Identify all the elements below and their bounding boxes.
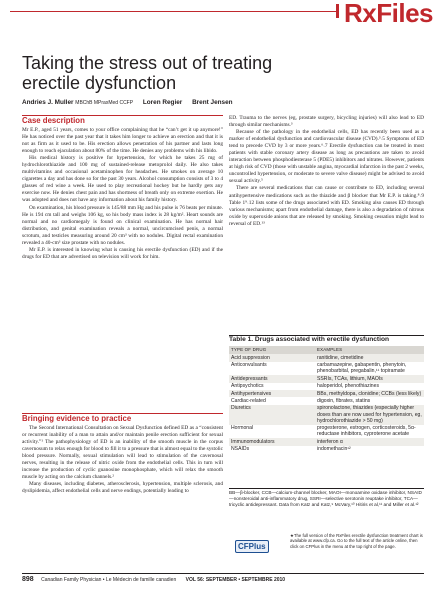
column-header: EXAMPLES xyxy=(315,346,424,354)
table-row xyxy=(229,390,424,397)
drug-type-cell: Antihypertensives xyxy=(229,390,315,397)
drug-examples-cell: digoxin, fibrates, statins xyxy=(317,397,371,404)
drug-examples-cell: BBs, methyldopa, clonidine; CCBs (less likely) xyxy=(315,390,424,397)
volume-info: VOL 56: SEPTEMBER • SEPTEMBRE 2010 xyxy=(185,577,286,583)
author-name: Loren Regier xyxy=(142,99,183,106)
column-header: TYPE OF DRUG xyxy=(229,346,315,354)
drug-examples-cell: interferon α xyxy=(315,438,424,445)
table-row xyxy=(229,354,424,361)
paragraph: There are several medications that can cause or contribute to ED, including several antihypertensive medications such as the thiazide and β blocker that Mr E.P. is taking.⁸˒9 Table 1⁹˒12 lists some of the drugs associated with ED. Smoking also causes ED through various mechanisms; apart from endothelial damage, there is also a degradation of nitrous oxide by superoxide anions that are released by smoking. Smoking cessation might lead to reversal of ED.¹³ xyxy=(229,185,424,227)
footer-rule xyxy=(22,573,424,574)
table-row xyxy=(229,405,424,425)
column-2-text xyxy=(229,115,424,228)
drug-examples-cell: haloperidol, phenothiazines xyxy=(317,383,380,390)
drug-examples-cell: progesterone, estrogen, corticosteroids, 5α-reductase inhibitors, cyproterone acetate xyxy=(317,425,416,438)
author-credentials: MBChB MPraxMed CCFP xyxy=(75,100,134,106)
table-row xyxy=(229,438,424,445)
table-row xyxy=(229,446,424,453)
drug-examples-cell: carbamazepine, gabapentin, phenytoin, phenobarbital, pregabalin,¹¹ topiramate xyxy=(317,362,407,375)
paragraph: His medical history is positive for hypertension, for which he takes 25 mg of hydrochlorothiazide and 100 mg of sustained-release metoprolol daily. He also takes multivitamins and occasional acetaminophen for headaches. He smokes on average 10 cigarettes a day and has done so for the past 30 years. Alcohol consumption consists of 3 to 4 glasses of red wine a week. He used to play recreational hockey but he hardly gets any exercise now. He denies chest pain and has shortness of breath only on extreme exertion. He was adopted and does not have any information about his family history. xyxy=(22,155,223,204)
drug-type-cell: Antidepressants xyxy=(229,375,315,382)
header-rule xyxy=(10,11,337,12)
table-row xyxy=(229,375,424,382)
brand-title: RxFiles xyxy=(344,0,433,28)
table-row xyxy=(229,383,424,390)
table-header-row xyxy=(229,346,424,354)
journal-name: Canadian Family Physician • Le Médecin de famille canadien xyxy=(41,577,177,583)
section-heading-evidence: Bringing evidence to practice xyxy=(22,414,132,423)
drug-examples-cell: indomethacin¹² xyxy=(317,446,351,453)
page-number: 898 xyxy=(22,576,34,583)
drug-table xyxy=(229,346,424,453)
drug-type-cell: Cardiac-related xyxy=(231,397,266,404)
cfplus-logo[interactable]: CFPlus xyxy=(235,540,269,553)
cfplus-note: ★The full version of the RxFiles erectile dysfunction treatment chart is available at www.cfp.ca. Go to the full text of the article online, then click on CFPlus in the menu at the top right of the page. xyxy=(290,533,423,549)
author-line xyxy=(22,99,233,106)
drug-examples-cell: SSRIs, TCAs, lithium, MAOIs xyxy=(315,375,424,382)
drug-examples-cell: spironolactone, thiazides (especially higher doses than are now used for hypertension, eg, hydrochlorothiazide > 50 mg) xyxy=(315,405,424,425)
drug-type-cell: Acid suppression xyxy=(229,354,315,361)
paragraph: Mr E.P., aged 51 years, comes to your office complaining that he “can’t get it up anymore!” He has noticed over the past year that it takes him longer to achieve an erection and that it is not as firm as it used to be. His erection allows penetration of his partner and lasts long enough to reach ejaculation about 80% of the time. He denies any problems with his libido. xyxy=(22,127,223,155)
paragraph: ED. Trauma to the nerves (eg, prostate surgery, bicycling injuries) will also lead to ED through similar mechanisms.³ xyxy=(229,115,424,129)
paragraph: On examination, his blood pressure is 145/88 mm Hg and his pulse is 76 beats per minute. He is 194 cm tall and weighs 106 kg, so his body mass index is 28 kg/m². Heart sounds are normal and no cardiomegaly is found on clinical examination. He has normal hair distribution, and genital examination reveals a normal, uncircumcised penis, a normal scrotum, and testicles measuring around 20 cm³ with no nodules. Digital rectal examination revealed a 40-cm³ size prostate with no nodules. xyxy=(22,204,223,246)
evidence-text xyxy=(22,425,223,495)
section-heading-case: Case description xyxy=(22,116,85,125)
paragraph: The Second International Consultation on Sexual Dysfunction defined ED as a “consistent or recurrent inability of a man to attain and/or maintain penile erection sufficient for sexual activity.”¹ The pathophysiology of ED is an inability of the smooth muscle in the corpus cavernosum to relax enough for blood to fill it to a pressure that is almost equal to the systolic blood pressure. Normally, sexual stimulation will lead to stimulation of the cavernosal nerves, resulting in the release of nitric oxide from the endothelial cells. This in turn will increase the production of cyclic guanosine monophosphate, which will relax the smooth muscle by acting on the calcium channels.² xyxy=(22,425,223,481)
paragraph: Mr E.P. is interested in knowing what is causing his erectile dysfunction (ED) and if the drugs for ED that are advertised on television will work for him. xyxy=(22,246,223,260)
table-row xyxy=(229,425,424,439)
drug-type-cell: Anticonvulsants xyxy=(231,362,267,369)
drug-type-cell: Hormonal xyxy=(231,425,254,432)
drug-type-cell: Immunomodulators xyxy=(229,438,315,445)
brand-marker xyxy=(336,4,339,18)
case-description-text xyxy=(22,127,223,261)
paragraph: Many diseases, including diabetes, atherosclerosis, hypertension, multiple sclerosis, and dyslipidemia, affect endothelial cells and nerve endings, potentially leading to xyxy=(22,481,223,495)
author-name: Andries J. Muller xyxy=(22,99,74,106)
table-row xyxy=(229,397,424,404)
table-title: Table 1. Drugs associated with erectile dysfunction xyxy=(229,336,390,343)
page-footer xyxy=(22,576,285,583)
drug-type-cell: Antipsychotics xyxy=(231,383,264,390)
article-title: Taking the stress out of treating erectile dysfunction xyxy=(22,53,273,93)
author-name: Brent Jensen xyxy=(192,99,233,106)
table-row xyxy=(229,362,424,376)
drug-type-cell: Diuretics xyxy=(229,405,315,425)
paragraph: Because of the pathology in the endothelial cells, ED has recently been used as a marker of endothelial dysfunction and cardiovascular disease (CVD).³˒5 Symptoms of ED tend to precede CVD by 3 or more years.⁶˒7 Erectile dysfunction can be treated in most patients with stable coronary artery disease as long as precautions are taken to avoid interaction between phosphodiesterase 5 (PDE5) inhibitors and nitrates. However, patients at high risk of CVD (those with unstable angina, myocardial infarction in the past 2 weeks, uncontrolled hypertension, or moderate to severe valve disease) might be advised to avoid sexual activity.⁵ xyxy=(229,129,424,185)
drug-examples-cell: ranitidine, cimetidine xyxy=(315,354,424,361)
table-footnote: BB—β-blocker, CCB—calcium-channel blocker, MAOI—monoamine oxidase inhibitor, NSAID—nonsteroidal anti-inflammatory drug, SSRI—selective serotonin reuptake inhibitor, TCA—tricyclic antidepressant. Data from Katz and Katz,⁹ McVary,¹⁰ Hitiris et al,¹¹ and Miller et al.¹² xyxy=(229,488,424,508)
drug-type-cell: NSAIDs xyxy=(231,446,250,453)
